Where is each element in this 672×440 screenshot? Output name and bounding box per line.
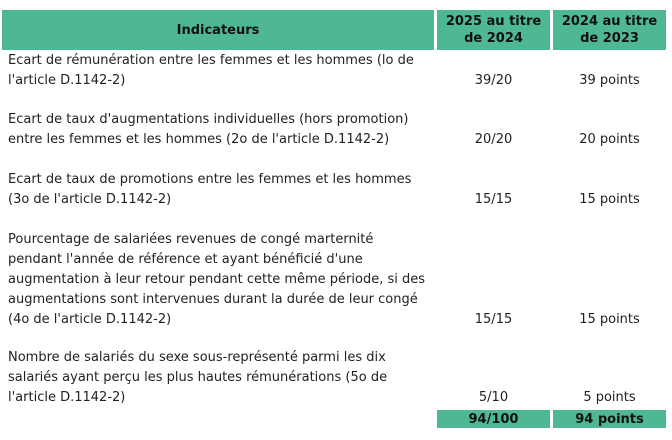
value-2024: 15 points bbox=[579, 312, 640, 327]
total-2024: 94 points bbox=[553, 410, 666, 428]
total-2025: 94/100 bbox=[437, 410, 550, 428]
header-2025: 2025 au titre de 2024 bbox=[437, 10, 550, 50]
value-2025: 15/15 bbox=[474, 312, 513, 327]
row-label: Ecart de rémunération entre les femmes et les hommes (lo de l'article D.1142-2) bbox=[8, 53, 414, 88]
header-indicators: Indicateurs bbox=[2, 10, 434, 50]
value-2025: 20/20 bbox=[474, 132, 513, 147]
value-2024: 5 points bbox=[583, 390, 636, 405]
value-2024: 15 points bbox=[579, 192, 640, 207]
row-label: Pourcentage de salariées revenues de congé marternité pendant l'année de référence et ayant bénéficié d'une augmentation à leur retour pendant cette même période, si des augmentations sont intervenues durant la durée de leur congé (4o de l'article D.1142-2) bbox=[8, 232, 426, 327]
value-2025: 5/10 bbox=[478, 390, 509, 405]
row-label: Nombre de salariés du sexe sous-représenté parmi les dix salariés ayant perçu les plus hautes rémunérations (5o de l'article D.1142-2) bbox=[8, 350, 388, 405]
header-2024: 2024 au titre de 2023 bbox=[553, 10, 666, 50]
row-label: Ecart de taux de promotions entre les femmes et les hommes (3o de l'article D.1142-2) bbox=[8, 172, 412, 207]
row-label: Ecart de taux d'augmentations individuelles (hors promotion) entre les femmes et les hommes (2o de l'article D.1142-2) bbox=[8, 112, 409, 147]
value-2025: 15/15 bbox=[474, 192, 513, 207]
value-2024: 20 points bbox=[579, 132, 640, 147]
value-2024: 39 points bbox=[579, 73, 640, 88]
value-2025: 39/20 bbox=[474, 73, 513, 88]
